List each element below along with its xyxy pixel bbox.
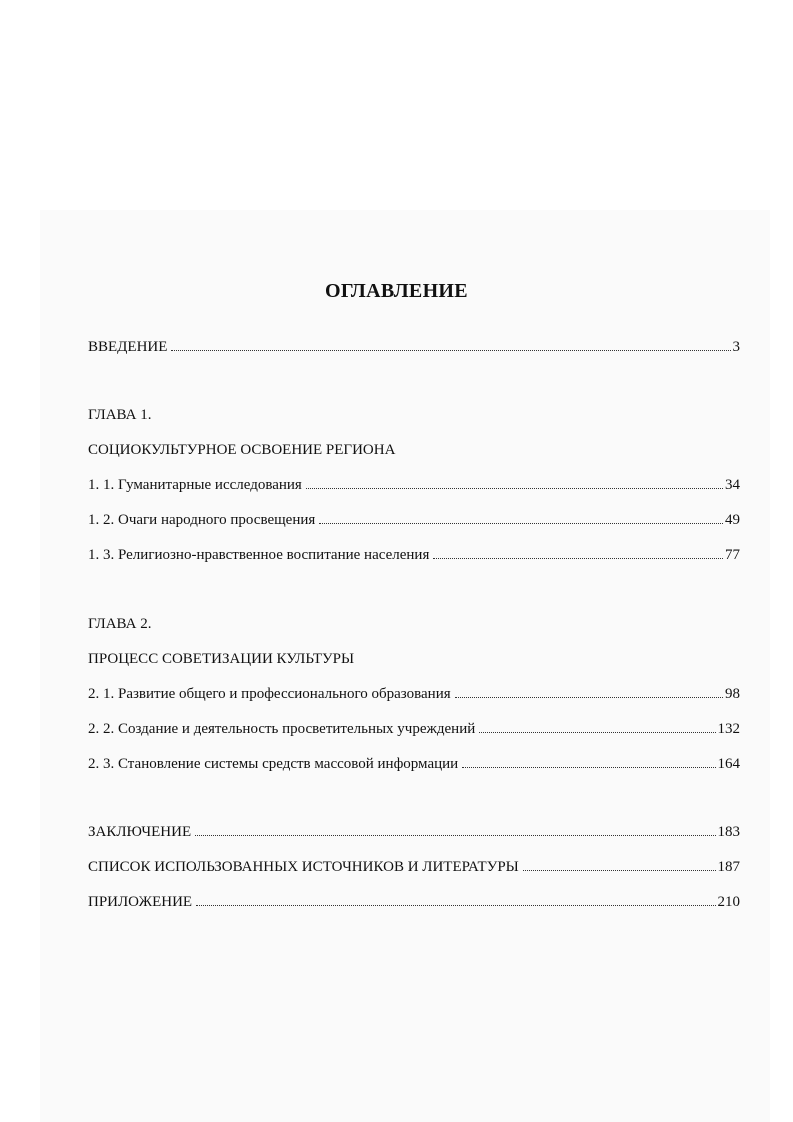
toc-entry-conclusion[interactable] [88, 822, 740, 842]
toc-entry-label: ЗАКЛЮЧЕНИЕ [88, 824, 192, 840]
toc-entry-page: 183 [717, 824, 740, 840]
toc-entry-page: 3 [732, 339, 740, 355]
dot-leader [171, 350, 730, 351]
toc-entry-page: 77 [725, 547, 740, 563]
toc-entry-label: 2. 3. Становление системы средств массовой информации [88, 756, 459, 772]
toc-entry-page: 210 [717, 894, 740, 910]
dot-leader [462, 767, 715, 768]
toc-entry-appendix[interactable] [88, 892, 740, 912]
toc-entry-section-1-3[interactable] [88, 545, 740, 565]
dot-leader [195, 835, 715, 836]
toc-entry-section-2-3[interactable] [88, 754, 740, 774]
dot-leader [433, 558, 723, 559]
dot-leader [306, 488, 723, 489]
toc-entry-label: 2. 1. Развитие общего и профессионального образования [88, 686, 451, 702]
toc-entry-section-1-1[interactable] [88, 475, 740, 495]
toc-entry-bibliography[interactable] [88, 857, 740, 877]
toc-entry-page: 98 [725, 686, 740, 702]
toc-entry-section-1-2[interactable] [88, 510, 740, 530]
dot-leader [455, 697, 723, 698]
dot-leader [523, 870, 716, 871]
toc-entry-page: 187 [717, 859, 740, 875]
chapter-1-title[interactable]: СОЦИОКУЛЬТУРНОЕ ОСВОЕНИЕ РЕГИОНА [88, 442, 396, 458]
toc-entry-label: ПРИЛОЖЕНИЕ [88, 894, 193, 910]
toc-entry-label: 2. 2. Создание и деятельность просветительных учреждений [88, 721, 476, 737]
dot-leader [319, 523, 723, 524]
toc-entry-page: 164 [717, 756, 740, 772]
toc-entry-label: 1. 2. Очаги народного просвещения [88, 512, 316, 528]
toc-entry-label: 1. 1. Гуманитарные исследования [88, 477, 302, 493]
toc-entry-page: 132 [717, 721, 740, 737]
toc-title: ОГЛАВЛЕНИЕ [325, 280, 468, 302]
chapter-2-title[interactable]: ПРОЦЕСС СОВЕТИЗАЦИИ КУЛЬТУРЫ [88, 651, 355, 667]
toc-entry-introduction[interactable] [88, 337, 740, 357]
chapter-2-number: ГЛАВА 2. [88, 616, 152, 632]
chapter-1-number: ГЛАВА 1. [88, 407, 152, 423]
toc-entry-section-2-1[interactable] [88, 684, 740, 704]
toc-entry-section-2-2[interactable] [88, 719, 740, 739]
toc-entry-label: СПИСОК ИСПОЛЬЗОВАННЫХ ИСТОЧНИКОВ И ЛИТЕРАТУРЫ [88, 859, 519, 875]
dot-leader [196, 905, 715, 906]
toc-entry-page: 49 [725, 512, 740, 528]
toc-entry-label: ВВЕДЕНИЕ [88, 339, 168, 355]
dot-leader [479, 732, 715, 733]
toc-entry-label: 1. 3. Религиозно-нравственное воспитание населения [88, 547, 430, 563]
toc-entry-page: 34 [725, 477, 740, 493]
